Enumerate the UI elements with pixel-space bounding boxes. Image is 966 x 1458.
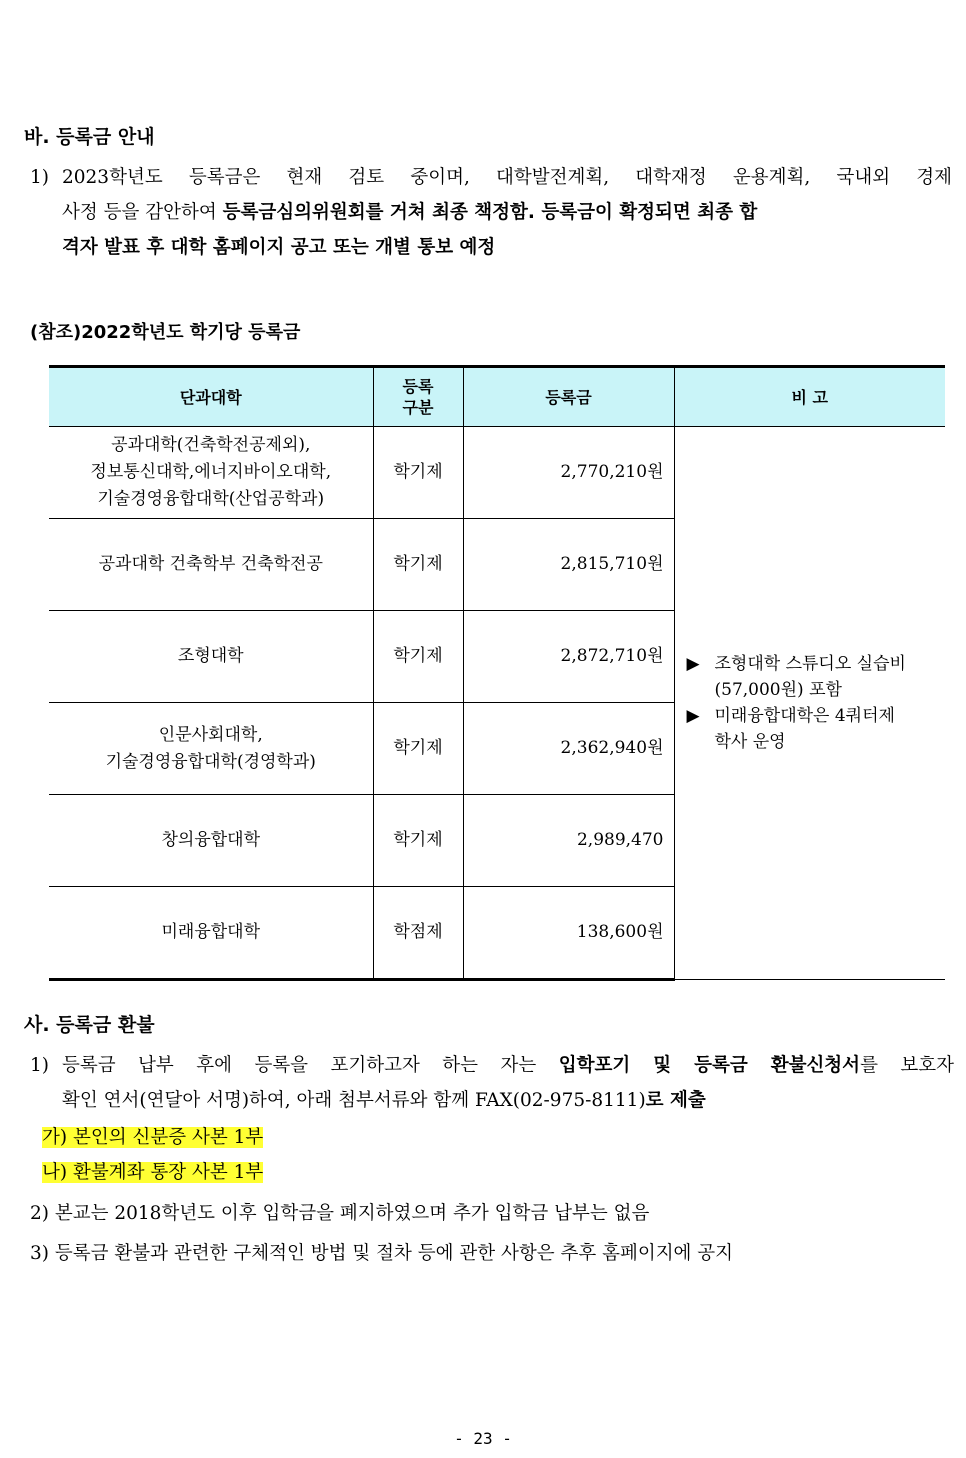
type-cell: 학기제 xyxy=(373,611,463,703)
section-heading-refund: 사. 등록금 환불 xyxy=(24,1014,155,1036)
fee-cell: 2,989,470 xyxy=(463,795,674,887)
required-doc-a-text: 가) 본인의 신분증 사본 1부 xyxy=(42,1127,264,1148)
college-cell: 창의융합대학 xyxy=(49,795,373,887)
refund-item-1-line-1-a: 등록금 납부 후에 등록을 포기하고자 하는 자는 xyxy=(62,1055,559,1076)
refund-item-1-line-2-a: 확인 연서(연달아 서명)하여, 아래 첨부서류와 함께 xyxy=(62,1090,476,1111)
type-cell: 학기제 xyxy=(373,795,463,887)
remark-item xyxy=(687,703,946,755)
triangle-bullet-icon: ▶ xyxy=(686,706,700,726)
tuition-item-1-line-2-bold: 등록금심의위원회를 거쳐 최종 책정함. 등록금이 확정되면 최종 합 xyxy=(222,202,758,223)
tuition-fee-table xyxy=(49,365,945,981)
fee-cell: 138,600원 xyxy=(463,887,674,980)
fee-cell: 2,872,710원 xyxy=(463,611,674,703)
tuition-item-1-line-2-plain: 사정 등을 감안하여 xyxy=(62,202,223,223)
type-cell: 학기제 xyxy=(373,703,463,795)
fax-number: FAX(02-975-8111) xyxy=(475,1090,646,1111)
tuition-item-1-line-3: 격자 발표 후 대학 홈페이지 공고 또는 개별 통보 예정 xyxy=(62,237,496,258)
required-doc-b xyxy=(42,1155,263,1190)
triangle-bullet-icon: ▶ xyxy=(686,654,700,674)
refund-form-name: 입학포기 및 등록금 환불신청서 xyxy=(558,1055,861,1076)
college-cell: 공과대학(건축학전공제외), 정보통신대학,에너지바이오대학, 기술경영융합대학(산업공학과) xyxy=(49,427,373,519)
refund-item-3: 3) 등록금 환불과 관련한 구체적인 방법 및 절차 등에 관한 사항은 추후 홈페이지에 공지 xyxy=(30,1243,734,1264)
tuition-item-1-number: 1) xyxy=(30,167,49,188)
college-cell: 인문사회대학, 기술경영융합대학(경영학과) xyxy=(49,703,373,795)
tuition-item-1-line-1: 2023학년도 등록금은 현재 검토 중이며, 대학발전계획, 대학재정 운용계획, 국내외 경제 xyxy=(62,167,952,188)
remarks-cell xyxy=(674,427,945,980)
refund-item-1-line-2 xyxy=(62,1083,706,1118)
remark-item xyxy=(687,651,946,703)
college-cell: 미래융합대학 xyxy=(49,887,373,980)
type-cell: 학기제 xyxy=(373,519,463,611)
required-doc-a xyxy=(42,1120,263,1155)
refund-item-1-line-1 xyxy=(62,1048,954,1083)
refund-item-2: 2) 본교는 2018학년도 이후 입학금을 폐지하였으며 추가 입학금 납부는 없음 xyxy=(30,1203,650,1224)
required-doc-b-text: 나) 환불계좌 통장 사본 1부 xyxy=(42,1162,264,1183)
college-cell: 공과대학 건축학부 건축학전공 xyxy=(49,519,373,611)
fee-cell: 2,815,710원 xyxy=(463,519,674,611)
table-header-row xyxy=(49,367,945,427)
refund-item-1-line-1-b: 를 보호자 xyxy=(860,1055,954,1076)
header-remarks: 비 고 xyxy=(674,367,945,427)
fee-cell: 2,362,940원 xyxy=(463,703,674,795)
section-heading-tuition-info: 바. 등록금 안내 xyxy=(24,126,155,148)
fee-cell: 2,770,210원 xyxy=(463,427,674,519)
table-title: (참조)2022학년도 학기당 등록금 xyxy=(30,322,301,343)
remark-text: 미래융합대학은 4쿼터제 학사 운영 xyxy=(714,706,895,752)
type-cell: 학기제 xyxy=(373,427,463,519)
refund-item-1-number: 1) xyxy=(30,1055,49,1076)
remark-text: 조형대학 스튜디오 실습비 (57,000원) 포함 xyxy=(714,654,906,700)
page-number: - 23 - xyxy=(454,1429,512,1448)
refund-item-1-line-2-bold: 로 제출 xyxy=(645,1090,706,1111)
tuition-item-1-line-2 xyxy=(62,195,952,230)
header-college: 단과대학 xyxy=(49,367,373,427)
header-fee: 등록금 xyxy=(463,367,674,427)
college-cell: 조형대학 xyxy=(49,611,373,703)
table-row xyxy=(49,427,945,519)
type-cell: 학점제 xyxy=(373,887,463,980)
header-registration-type: 등록 구분 xyxy=(373,367,463,427)
